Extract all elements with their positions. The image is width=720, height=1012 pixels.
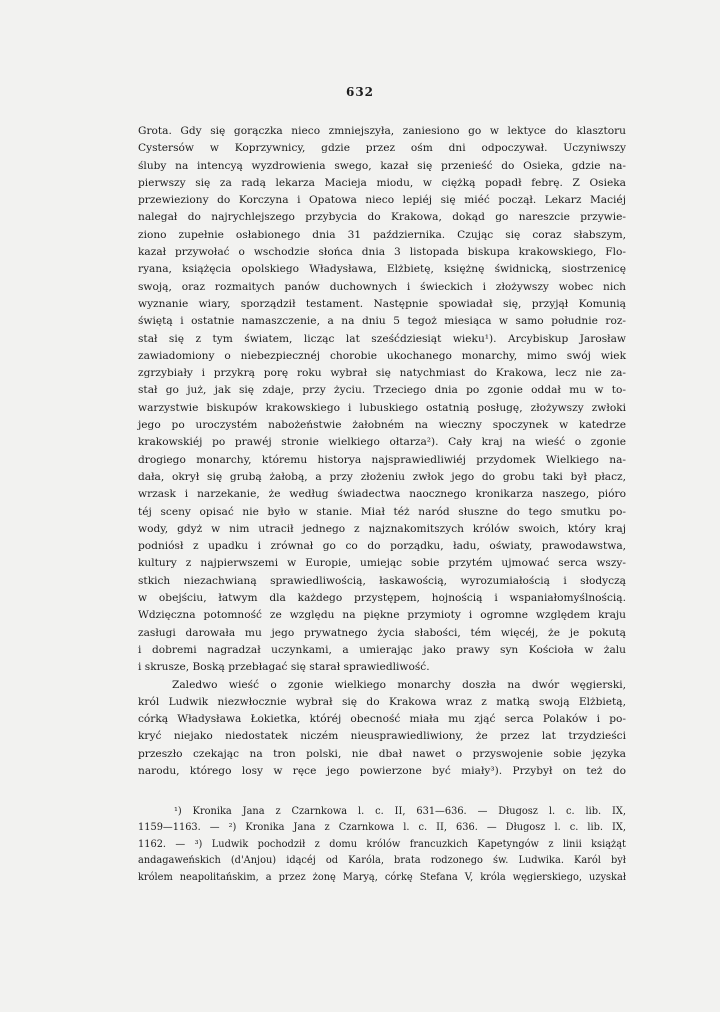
text-line: śluby na intencyą wyzdrowienia swego, kazał się przenieść do Osieka, gdzie na- <box>138 159 626 172</box>
text-line: stał go już, jak się zdaje, przy życiu. Trzeciego dnia po zgonie oddał mu w to- <box>138 384 626 397</box>
text-line: swoją, oraz rozmaitych panów duchownych i świeckich i złożywszy wobec nich <box>138 280 626 293</box>
text-line: stał się z tym światem, licząc lat sześćdziesiąt wieku¹). Arcybiskup Jarosław <box>138 332 626 345</box>
text-line: świętą i ostatnie namaszczenie, a na dniu 5 tegoż miesiąca w samo południe roz- <box>138 315 626 328</box>
text-line: wrzask i narzekanie, że według świadectwa naocznego kronikarza naszego, pióro <box>138 488 626 501</box>
text-line: zgrzybiały i przykrą porę roku wybrał się natychmiast do Krakowa, lecz nie za- <box>138 367 626 380</box>
text-line: kryć niejako niedostatek niczém nieusprawiedliwiony, że przez lat trzydzieści <box>138 730 626 743</box>
text-line: przeszło czekając na tron polski, nie dbał nawet o przyswojenie sobie języka <box>138 747 626 760</box>
text-line: wyznanie wiary, sporządził testament. Następnie spowiadał się, przyjął Komunią <box>138 297 626 310</box>
page-number: 632 <box>345 85 375 99</box>
text-line: narodu, którego losy w ręce jego powierzone być miały³). Przybył on też do <box>138 764 626 777</box>
text-line: krakowskiéj po prawéj stronie wielkiego ołtarza²). Cały kraj na wieść o zgonie <box>138 436 626 449</box>
text-line: podniósł z upadku i zrównał go co do porządku, ładu, oświaty, prawodawstwa, <box>138 540 626 553</box>
text-line: ryana, książęcia opolskiego Władysława, Elżbietę, księżnę świdnicką, siostrzenicę <box>138 263 626 276</box>
text-line: król Ludwik niezwłocznie wybrał się do Krakowa wraz z matką swoją Elżbietą, <box>138 695 626 708</box>
text-line: jego po uroczystém nabożeństwie żałobném na wieczny spoczynek w katedrze <box>138 419 626 432</box>
text-line: zawiadomiony o niebezpiecznéj chorobie ukochanego monarchy, mimo swój wiek <box>138 349 626 362</box>
text-line: Wdzięczna potomność ze względu na piękne przymioty i ogromne względem kraju <box>138 609 626 622</box>
text-line: zasługi darowała mu jego prywatnego życia słabości, tém więcéj, że je pokutą <box>138 626 626 639</box>
text-line: téj sceny opisać nie było w stanie. Miał téż naród słuszne do tego smutku po- <box>138 505 626 518</box>
footnote-line: andagaweńskich (d'Anjou) idącéj od Karóla, brata rodzonego św. Ludwika. Karól był <box>138 855 626 867</box>
text-line: Zaledwo wieść o zgonie wielkiego monarchy doszła na dwór węgierski, <box>172 678 626 691</box>
text-line: kazał przywołać o wschodzie słońca dnia 3 listopada biskupa krakowskiego, Flo- <box>138 246 626 259</box>
text-line: pierwszy się za radą lekarza Macieja miodu, w ciężką popadł febrę. Z Osieka <box>138 176 626 189</box>
text-line: córką Władysława Łokietka, któréj obecność miała mu zjąć serca Polaków i po- <box>138 713 626 726</box>
text-line: stkich niezachwianą sprawiedliwością, łaskawością, wyrozumiałością i słodyczą <box>138 574 626 587</box>
text-line: Grota. Gdy się gorączka nieco zmniejszyła, zaniesiono go w lektyce do klasztoru Cystersów w Koprzywnicy, gdzie przez ośm dni odpoczywał. Uczyniwszy <box>138 125 626 155</box>
footnote-line: 1159—1163. — ²) Kronika Jana z Czarnkowa l. c. II, 636. — Długosz l. c. lib. IX, <box>138 822 626 834</box>
text-line: dała, okrył się grubą żałobą, a przy złożeniu zwłok jego do grobu taki był płacz, <box>138 470 626 483</box>
text-line: kultury z najpierwszemi w Europie, umiejąc sobie przytém ujmować serca wszy- <box>138 557 626 570</box>
footnote-line: ¹) Kronika Jana z Czarnkowa l. c. II, 631—636. — Długosz l. c. lib. IX, <box>174 806 626 817</box>
text-line: i dobremi nagradzał uczynkami, a umierając jako prawy syn Kościoła w żalu <box>138 643 626 656</box>
text-line: i skrusze, Boską przebłagać się starał sprawiedliwość. <box>138 661 430 674</box>
text-line: nalegał do najrychlejszego przybycia do Krakowa, dokąd go nareszcie przywie- <box>138 211 626 224</box>
text-line: przewieziony do Korczyna i Opatowa nieco lepiéj się miéć począł. Lekarz Maciéj <box>138 194 626 207</box>
footnotes <box>138 804 626 886</box>
main-text <box>138 123 626 780</box>
text-line: warzystwie biskupów krakowskiego i lubuskiego ostatnią posługę, złożywszy zwłoki <box>138 401 626 414</box>
text-line: wody, gdyż w nim utracił jednego z najznakomitszych królów swoich, który kraj <box>138 522 626 535</box>
text-line: w obejściu, łatwym dla każdego przystępem, hojnością i wspaniałomyślnością. <box>138 592 626 605</box>
footnote-line: królem neapolitańskim, a przez żonę Maryą, córkę Stefana V, króla węgierskiego, uzyskał <box>138 871 626 883</box>
text-line: ziono zupełnie osłabionego dnia 31 października. Czując się coraz słabszym, <box>138 228 626 241</box>
footnote-line: 1162. — ³) Ludwik pochodził z domu królów francuzkich Kapetyngów z linii książąt <box>138 838 626 850</box>
text-line: drogiego monarchy, któremu historya najsprawiedliwiéj przydomek Wielkiego na- <box>138 453 626 466</box>
